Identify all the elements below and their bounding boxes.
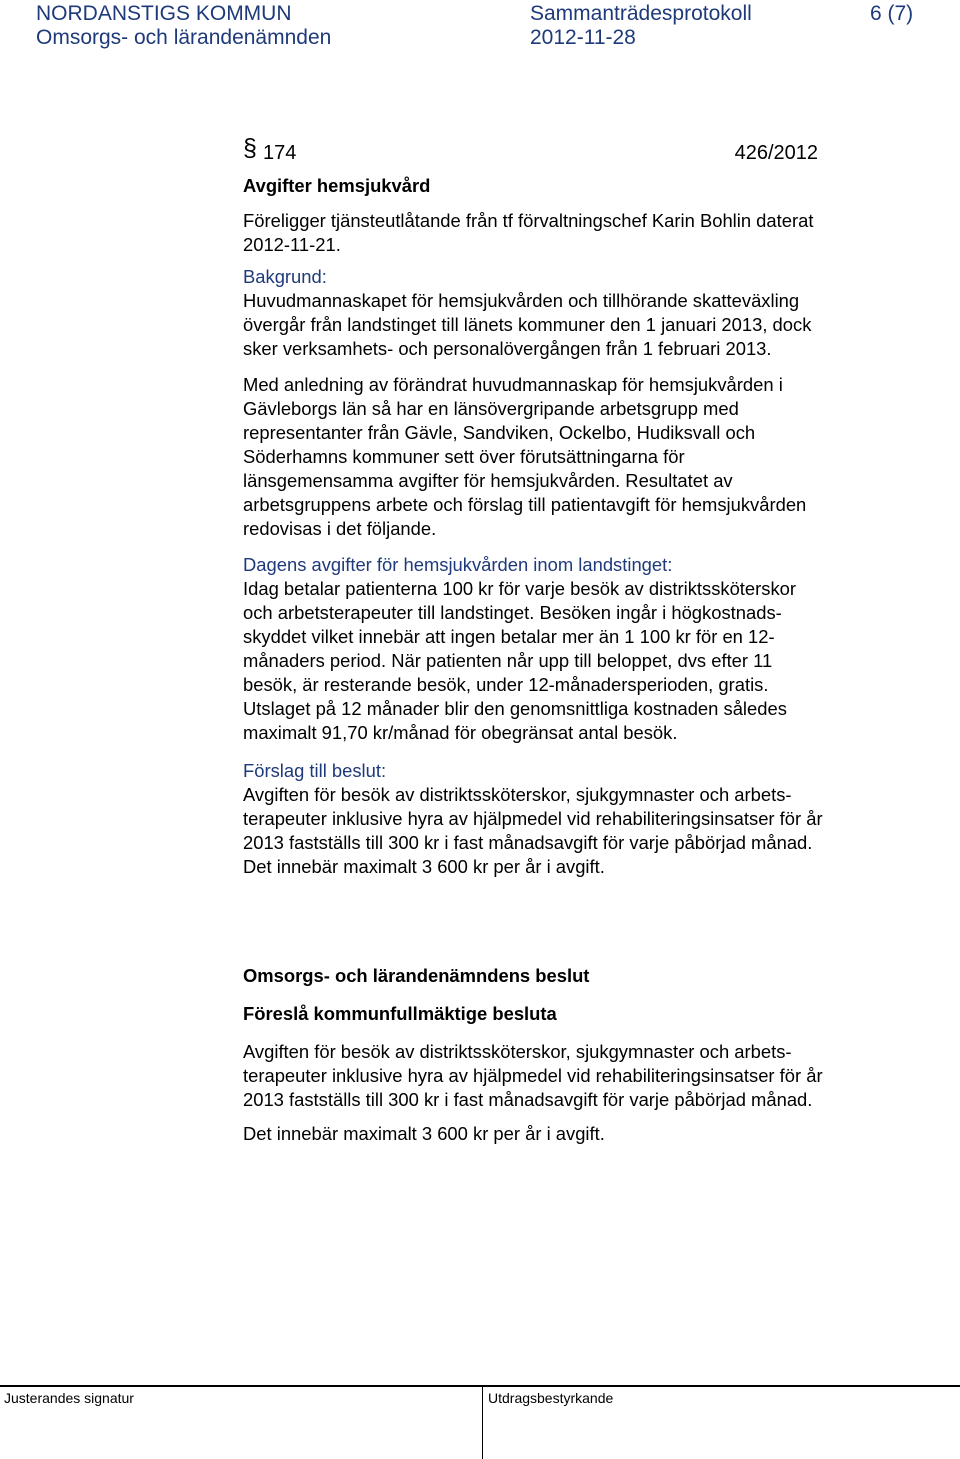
background-paragraph <box>243 265 953 361</box>
meeting-date: 2012-11-28 <box>530 26 636 49</box>
current-fees-line: besök, är resterande besök, under 12-månadersperioden, gratis. <box>243 674 769 695</box>
case-reference: 426/2012 <box>734 142 818 164</box>
page-number: 6 (7) <box>870 2 914 25</box>
analysis-line: Med anledning av förändrat huvudmannaskap för hemsjukvården i <box>243 374 783 395</box>
decision-text-2: Det innebär maximalt 3 600 kr per år i avgift. <box>243 1123 605 1144</box>
current-fees-paragraph <box>243 553 953 745</box>
analysis-line: representanter från Gävle, Sandviken, Ockelbo, Hudiksvall och <box>243 422 756 443</box>
current-fees-line: skyddet vilket innebär att ingen betalar mer än 1 100 kr för en 12- <box>243 626 775 647</box>
analysis-line: länsgemensamma avgifter för hemsjukvården. Resultatet av <box>243 470 733 491</box>
current-fees-line: och arbetsterapeuter till landstinget. Besöken ingår i högkostnads- <box>243 602 782 623</box>
document-type: Sammanträdesprotokoll <box>530 2 752 25</box>
background-line: sker verksamhets- och personalövergången från 1 februari 2013. <box>243 338 772 359</box>
current-fees-line: maximalt 91,70 kr/månad för obegränsat antal besök. <box>243 722 678 743</box>
proposal-heading: Förslag till beslut: <box>243 760 387 781</box>
decision-subheading: Föreslå kommunfullmäktige besluta <box>243 1003 557 1024</box>
decision-block <box>243 964 953 1158</box>
certification-box-label: Utdragsbestyrkande <box>488 1390 614 1406</box>
current-fees-line: månaders period. När patienten når upp till beloppet, dvs efter 11 <box>243 650 773 671</box>
current-fees-line: Idag betalar patienterna 100 kr för varje besök av distriktssköterskor <box>243 578 797 599</box>
intro-line: 2012-11-21. <box>243 234 341 255</box>
decision-heading: Omsorgs- och lärandenämndens beslut <box>243 965 590 986</box>
analysis-line: redovisas i det följande. <box>243 518 437 539</box>
signature-box-label: Justerandes signatur <box>4 1390 134 1406</box>
current-fees-line: Utslaget på 12 månader blir den genomsnittliga kostnaden således <box>243 698 787 719</box>
footer-divider <box>482 1385 483 1459</box>
analysis-line: arbetsgruppens arbete och förslag till patientavgift för hemsjukvården <box>243 494 807 515</box>
proposal-paragraph <box>243 759 953 879</box>
decision-line: 2013 fastställs till 300 kr i fast månadsavgift för varje påbörjad månad. <box>243 1089 813 1110</box>
proposal-line: Det innebär maximalt 3 600 kr per år i avgift. <box>243 856 605 877</box>
current-fees-heading: Dagens avgifter för hemsjukvården inom landstinget: <box>243 554 673 575</box>
proposal-line: 2013 fastställs till 300 kr i fast månadsavgift för varje påbörjad månad. <box>243 832 813 853</box>
analysis-paragraph <box>243 373 953 541</box>
decision-line: Avgiften för besök av distriktssköterskor, sjukgymnaster och arbets- <box>243 1041 792 1062</box>
proposal-line: Avgiften för besök av distriktssköterskor, sjukgymnaster och arbets- <box>243 784 792 805</box>
background-line: Huvudmannaskapet för hemsjukvården och tillhörande skatteväxling <box>243 290 800 311</box>
org-name: NORDANSTIGS KOMMUN <box>36 2 292 25</box>
background-heading: Bakgrund: <box>243 266 327 287</box>
section-title: Avgifter hemsjukvård <box>243 175 431 196</box>
background-line: övergår från landstinget till länets kommuner den 1 januari 2013, dock <box>243 314 812 335</box>
proposal-line: terapeuter inklusive hyra av hjälpmedel vid rehabiliteringsinsatser för år <box>243 808 823 829</box>
department: Omsorgs- och lärandenämnden <box>36 26 332 49</box>
decision-line: terapeuter inklusive hyra av hjälpmedel vid rehabiliteringsinsatser för år <box>243 1065 823 1086</box>
intro-line: Föreligger tjänsteutlåtande från tf förvaltningschef Karin Bohlin daterat <box>243 210 814 231</box>
section-number: 174 <box>263 142 297 164</box>
analysis-line: Söderhamns kommuner sett över förutsättningarna för <box>243 446 685 467</box>
paragraph-sign: § <box>243 134 257 162</box>
decision-text <box>243 1040 953 1112</box>
footer-rule <box>0 1385 960 1387</box>
analysis-line: Gävleborgs län så har en länsövergripande arbetsgrupp med <box>243 398 739 419</box>
section-body <box>243 174 953 891</box>
intro-paragraph <box>243 209 953 257</box>
section-heading <box>243 134 818 166</box>
